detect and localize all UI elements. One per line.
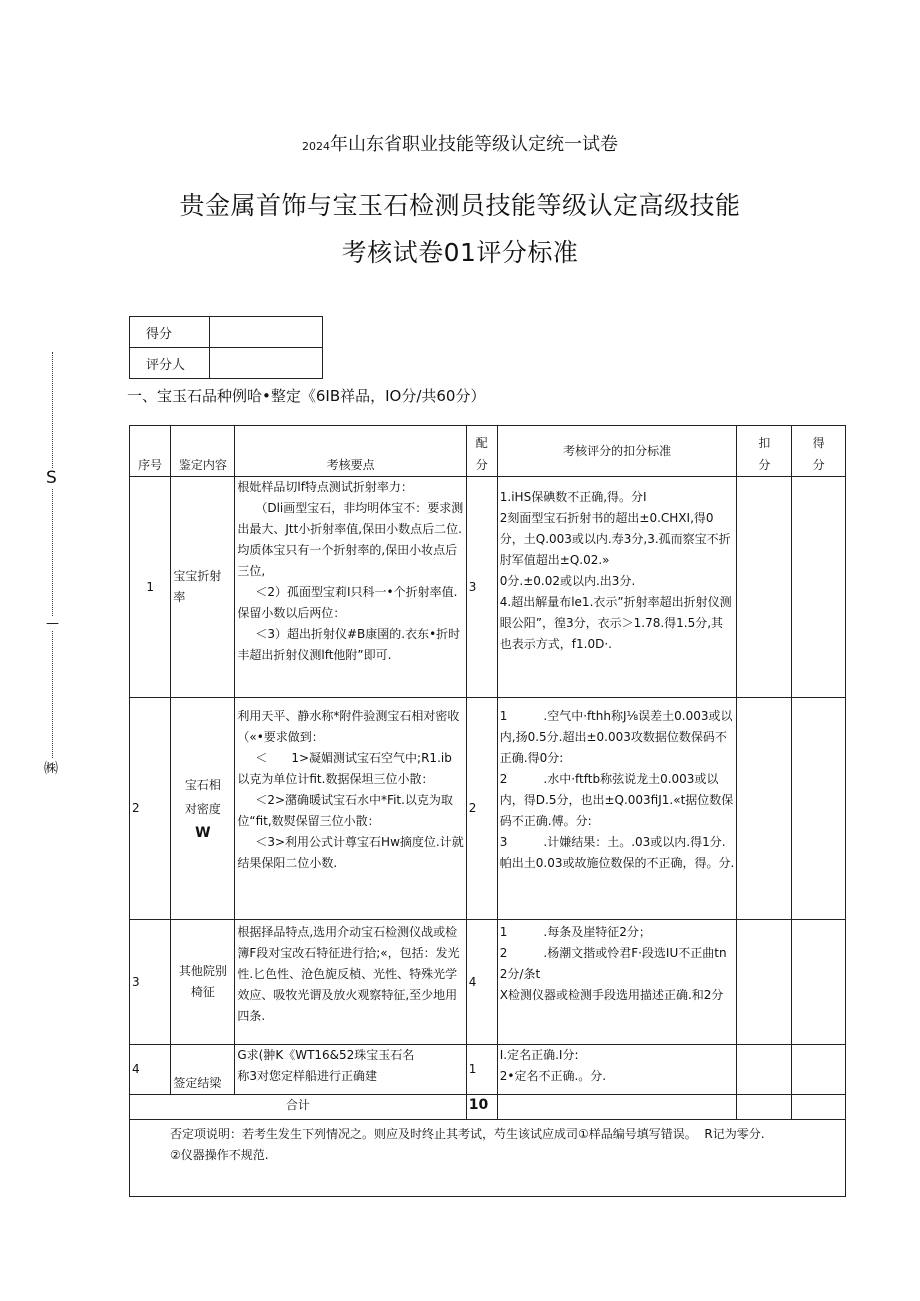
item-line: 宝石相 (184, 777, 221, 792)
scoring-table (129, 425, 846, 1197)
row-get-cell[interactable] (792, 477, 846, 698)
header-points: 考核要点 (235, 426, 466, 477)
row-points (235, 698, 466, 920)
total-deduct-cell[interactable] (737, 1095, 792, 1120)
row-deduct-cell[interactable] (737, 477, 792, 698)
header-get (792, 426, 846, 477)
row-score: 1 (466, 1045, 497, 1095)
header-get-top: 得 (812, 436, 825, 450)
exam-title (0, 130, 920, 156)
score-label: 得分 (130, 317, 210, 348)
binding-mark-char: ㈱ (44, 758, 58, 778)
header-item: 鉴定内容 (171, 426, 235, 477)
score-box (129, 316, 323, 379)
point-line: 称3对您定样船进行正确建 (237, 1069, 377, 1083)
note-row (130, 1120, 846, 1197)
standard-line: X检测仪器或检测手段选用描述正确.和2分 (499, 988, 724, 1002)
row-score: 2 (466, 698, 497, 920)
section-title: 一、宝玉石品种例哈•整定《6IB祥品，IO分/共60分） (127, 387, 486, 405)
row-get-cell[interactable] (792, 920, 846, 1045)
table-row (130, 1045, 846, 1095)
note-text: 否定项说明：若考生发生下列情况之。则应及时终止其考试，芍生该试应成司①样品编号填写错误。 (170, 1127, 697, 1141)
note-line: ②仪器操作不规范. (170, 1148, 269, 1162)
row-seq: 3 (130, 920, 171, 1045)
standard-line: 2 .杨潮文揩或怜君F·段选IU不正曲tn (499, 946, 727, 960)
grader-value-cell[interactable] (210, 348, 323, 379)
row-score: 3 (466, 477, 497, 698)
table-row (130, 698, 846, 920)
note-cell (130, 1120, 846, 1197)
row-seq: 4 (130, 1045, 171, 1095)
header-score-top: 配 (475, 436, 488, 450)
row-item (171, 698, 235, 920)
header-score (466, 426, 497, 477)
header-seq: 序号 (130, 426, 171, 477)
point-line: G求(翀K《WT16&52珠宝玉石名 (237, 1048, 415, 1062)
exam-year: 2024 (302, 140, 330, 153)
point-line: ＜3）超出折射仪#B康圉的.衣东•折时丰超出折射仪测lft他附”即可. (237, 627, 461, 662)
header-score-bottom: 分 (475, 458, 488, 472)
row-deduct-cell[interactable] (737, 698, 792, 920)
row-get-cell[interactable] (792, 1045, 846, 1095)
total-label: 合计 (130, 1095, 467, 1120)
row-deduct-cell[interactable] (737, 920, 792, 1045)
standard-line: 1 .空气中·fthh称J⅛误差土0.003或以内,扬0.5分.超出±0.003攻数据位数保码不正确.得0分: (499, 709, 733, 765)
document-title-line1: 贵金属首饰与宝玉石检测员技能等级认定高级技能 (179, 191, 741, 220)
row-points (235, 1045, 466, 1095)
header-standard: 考核评分的扣分标准 (497, 426, 737, 477)
row-deduct-cell[interactable] (737, 1045, 792, 1095)
note-r-text: R记为零分. (704, 1127, 765, 1141)
score-value-cell[interactable] (210, 317, 323, 348)
point-line: ＜2>潴确暖试宝石水中*Fit.以克为取位“fit,数熨保留三位小散： (237, 793, 453, 828)
standard-line: 2分/条t (499, 967, 541, 981)
exam-title-text: 年山东省职业技能等级认定统一试卷 (330, 134, 618, 155)
standard-line: 3 .计嫌结果：土。.03或以内.得1分.帕出土0.03或故施位数保的不正确，得。分. (499, 835, 735, 870)
standard-line: 1 .每条及崖特征2分； (499, 925, 651, 939)
standard-line: 2刻面型宝石折射书的超出±0.CHXI,得0分，土Q.003或以内.寿3分,3.孤而察宝不折肘军值超出±Q.02.» (499, 511, 731, 567)
header-get-bottom: 分 (812, 458, 825, 472)
header-deduct-top: 扣 (758, 436, 771, 450)
standard-line: I.定名正确.I分: (499, 1048, 579, 1062)
row-points (235, 920, 466, 1045)
point-line: 根妣样品切lf特点测试折射率力： (237, 480, 413, 494)
binding-mark-s: S (46, 468, 57, 488)
header-deduct (737, 426, 792, 477)
binding-mark-dash: — (46, 616, 59, 631)
total-value: 10 (466, 1095, 497, 1120)
total-get-cell[interactable] (792, 1095, 846, 1120)
table-row (130, 477, 846, 698)
row-seq: 2 (130, 698, 171, 920)
total-standard-cell (497, 1095, 737, 1120)
row-standard (497, 1045, 737, 1095)
standard-line: 2 .水中·ftftb称弦说龙土0.003或以内，得D.5分，也出±Q.003fiJ1.«t据位数保码不正确.傅。分: (499, 772, 734, 828)
grader-label: 评分人 (130, 348, 210, 379)
total-row (130, 1095, 846, 1120)
point-line: ＜3>利用公式计尊宝石Hw摘度位.计就结果保阳二位小数. (237, 835, 464, 870)
standard-line: 4.超出解量布le1.衣示”折射率超出折射仪测眼公阳”，徨3分，衣示＞1.78.得1.5分,其也表示方式，f1.0D·. (499, 595, 732, 651)
row-get-cell[interactable] (792, 698, 846, 920)
point-line: （Dli画型宝石，非均明体宝不：要求测出最大、Jtt小折射率值,保田小数点后二位.均质体宝只有一个折射率的,保田小妆点后三位, (237, 501, 464, 578)
point-line: ＜2）孤面型宝莉I只科一•个折射率值.保留小数以后两位： (237, 585, 458, 620)
table-row (130, 920, 846, 1045)
row-standard (497, 477, 737, 698)
item-line: 对密度 (184, 801, 221, 816)
row-seq: 1 (130, 477, 171, 698)
note-line (170, 1124, 835, 1145)
point-line: 根据择品特点,选用介动宝石检测仪战或检簿F段对宝改石特征进行拾;«，包括：发光性.匕色性、沧色旎反楨、光性、特殊光学效应、吸牧光谓及放火观察特征,至少地用四条. (237, 925, 460, 1023)
standard-line: 0分.±0.02或以内.出3分. (499, 574, 636, 588)
row-item: 签定结梁 (171, 1045, 235, 1095)
table-header-row (130, 426, 846, 477)
header-deduct-bottom: 分 (758, 458, 771, 472)
row-standard (497, 920, 737, 1045)
binding-line (52, 352, 53, 772)
document-title-line2: 考核试卷01评分标准 (341, 238, 579, 267)
standard-line: 2•定名不正确.。分. (499, 1069, 607, 1083)
point-line: 利用天平、静水称*附件验测宝石相对密收（«•要求做到： (237, 709, 460, 744)
row-item: 其他院别椅征 (171, 920, 235, 1045)
item-line: W (195, 824, 211, 841)
standard-line: 1.iHS保碘数不正确,得。分I (499, 490, 647, 504)
point-line: ＜ 1>凝媚测试宝石空气中;R1.ib以克为单位计fit.数据保坦三位小散： (237, 751, 452, 786)
row-item: 宝宝折射率 (171, 477, 235, 698)
row-standard (497, 698, 737, 920)
row-points (235, 477, 466, 698)
row-score: 4 (466, 920, 497, 1045)
